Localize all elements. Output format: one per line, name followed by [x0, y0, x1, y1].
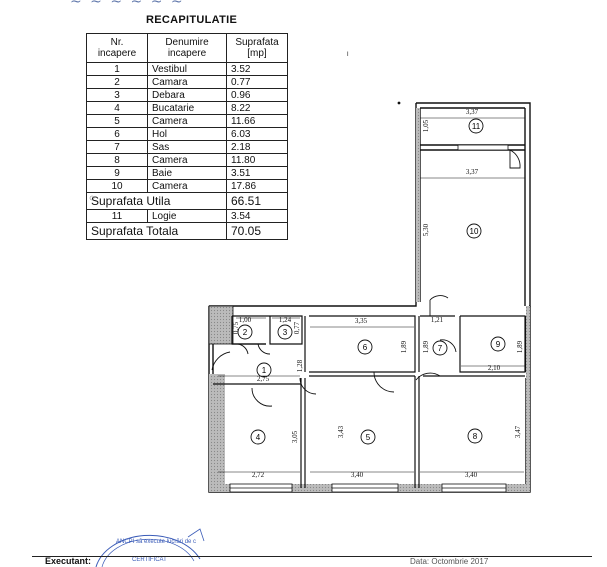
room-number: 8 [87, 154, 148, 167]
room-name: Vestibul [148, 63, 227, 76]
dimension-label: 1,05 [422, 119, 430, 133]
dimension-label: 3,35 [354, 317, 368, 325]
room-name: Camara [148, 76, 227, 89]
utila-value: 66.51 [227, 193, 288, 210]
room-area: 0.96 [227, 89, 288, 102]
dimension-label: 3,43 [337, 425, 345, 439]
room-number: 6 [87, 128, 148, 141]
dimension-label: 3,37 [465, 108, 479, 116]
scan-dot [398, 102, 401, 105]
room-number: 3 [87, 89, 148, 102]
header-nr: Nr. incapere [87, 34, 148, 63]
room-area: 11.80 [227, 154, 288, 167]
dimension-labels [218, 108, 525, 479]
room-number-label: 9 [495, 340, 501, 349]
room-number: 2 [87, 76, 148, 89]
room-number-label: 8 [472, 432, 478, 441]
room-name: Debara [148, 89, 227, 102]
room-area: 3.54 [227, 210, 288, 223]
dimension-label: 1,89 [422, 340, 430, 354]
dimension-label: 2,75 [256, 375, 270, 383]
room-name: Sas [148, 141, 227, 154]
room-number: 5 [87, 115, 148, 128]
room-area: 6.03 [227, 128, 288, 141]
room-number-label: 1 [261, 366, 267, 375]
room-name: Baie [148, 167, 227, 180]
room-area: 0.77 [227, 76, 288, 89]
room-number-label: 11 [471, 122, 481, 131]
footer-executant: Executant: [45, 556, 92, 566]
room-number-label: 10 [469, 227, 479, 236]
dimension-label: 3,47 [514, 425, 522, 439]
dimension-label: 1,24 [278, 316, 292, 324]
dimension-label: 0,75 [232, 321, 240, 335]
room-name: Logie [148, 210, 227, 223]
dimension-label: 0,77 [293, 321, 301, 335]
room-number: 1 [87, 63, 148, 76]
room-number-label: 3 [282, 328, 288, 337]
room-area: 3.52 [227, 63, 288, 76]
dimension-label: 5,30 [422, 223, 430, 237]
room-number-label: 7 [437, 344, 443, 353]
room-area: 11.66 [227, 115, 288, 128]
room-number: 7 [87, 141, 148, 154]
room-number-label: 2 [242, 328, 248, 337]
dimension-label: 1,89 [400, 340, 408, 354]
dimension-label: 3,37 [465, 168, 479, 176]
scanned-handwriting-fragment: ~ ~ ~ ~ ~ ~ [70, 0, 185, 10]
dimension-label: 2,10 [487, 364, 501, 372]
room-name: Bucatarie [148, 102, 227, 115]
stamp-text-center: CERTIFICAT [132, 557, 167, 563]
dimension-label: 2,72 [251, 471, 265, 479]
room-number: 9 [87, 167, 148, 180]
table-title: RECAPITULATIE [146, 14, 238, 26]
header-denumire: Denumire incapere [148, 34, 227, 63]
dimension-label: 1,21 [430, 316, 444, 324]
scan-circle-mark [90, 196, 94, 200]
room-name: Camera [148, 180, 227, 193]
room-number-label: 5 [365, 433, 371, 442]
stamp-text-top: ANCPI să execute lucrări de c [116, 539, 197, 545]
dimension-label: 1,00 [238, 316, 252, 324]
room-name: Camera [148, 154, 227, 167]
room-area: 8.22 [227, 102, 288, 115]
room-area: 2.18 [227, 141, 288, 154]
room-number-label: 6 [362, 343, 368, 352]
footer-date: Data: Octombrie 2017 [410, 557, 489, 566]
room-name: Hol [148, 128, 227, 141]
certificate-stamp [88, 527, 208, 567]
scan-mark: ᴵ [347, 50, 349, 60]
utila-label: Suprafata Utila [87, 193, 227, 210]
totala-label: Suprafata Totala [87, 223, 227, 240]
room-area: 17.86 [227, 180, 288, 193]
dimension-label: 3,40 [464, 471, 478, 479]
room-area: 3.51 [227, 167, 288, 180]
dimension-label: 1,89 [516, 340, 524, 354]
room-name: Camera [148, 115, 227, 128]
totala-value: 70.05 [227, 223, 288, 240]
footer-divider [32, 556, 592, 557]
dimension-label: 3,05 [291, 430, 299, 444]
room-number: 11 [87, 210, 148, 223]
room-number: 4 [87, 102, 148, 115]
dimension-label: 3,40 [350, 471, 364, 479]
dimension-label: 1,28 [296, 359, 304, 373]
room-number: 10 [87, 180, 148, 193]
room-number-label: 4 [255, 433, 261, 442]
header-suprafata: Suprafata [mp] [227, 34, 288, 63]
